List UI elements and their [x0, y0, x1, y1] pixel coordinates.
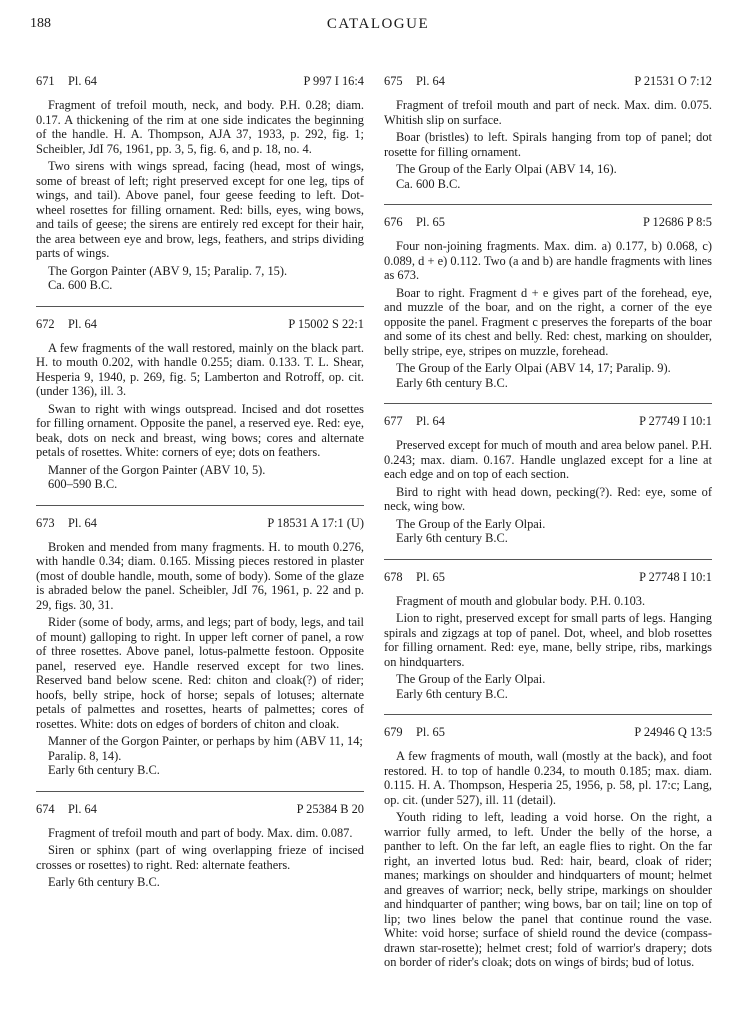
- entry-number: 674: [36, 801, 55, 816]
- entry-paragraph: Four non-joining fragments. Max. dim. a) 0.177, b) 0.068, c) 0.089, d + e) 0.112. Two (a and b) are handle fragments with lines as 673.: [384, 239, 712, 282]
- entry-paragraph: A few fragments of the wall restored, mainly on the black part. H. to mouth 0.202, with handle 0.255; diam. 0.133. T. L. Shear, Hesperia 9, 1940, p. 269, fig. 5; Lamberton and Rotroff, op. cit. (under 136), ill. 3.: [36, 340, 364, 398]
- entry-paragraph: Bird to right with head down, pecking(?). Red: eye, some of neck, wing bow.: [384, 484, 712, 513]
- entry-paragraph: Broken and mended from many fragments. H. to mouth 0.276, with handle 0.34; diam. 0.165. Missing pieces restored in plaster (most of double handle, mouth, some of body). Some of the glaze is abraded below the panel. Scheibler, JdI 76, 1961, p. 22 and p. 29, figs. 30, 31.: [36, 539, 364, 612]
- entry-divider: [36, 306, 364, 307]
- inventory-number: P 21531 O 7:12: [634, 74, 712, 88]
- entry-divider: [384, 403, 712, 404]
- entry-divider: [36, 791, 364, 792]
- catalogue-entry: [36, 74, 364, 293]
- entry-divider: [384, 559, 712, 560]
- plate-reference: Pl. 64: [68, 515, 97, 530]
- left-column: [36, 74, 364, 903]
- inventory-number: P 27749 I 10:1: [639, 414, 712, 428]
- page-header: [30, 16, 726, 38]
- entry-heading: [384, 570, 712, 585]
- inventory-number: P 27748 I 10:1: [639, 569, 712, 584]
- catalogue-entry: [384, 215, 712, 390]
- entry-date: Ca. 600 B.C.: [396, 176, 461, 191]
- entry-divider: [384, 204, 712, 205]
- entry-paragraph: Lion to right, preserved except for small parts of legs. Hanging spirals and zigzags at top of panel. Dot, wheel, and blob rosettes for filling ornament. Red: eye, mane, belly stripe, ribs, markings on hindquarters.: [384, 611, 712, 669]
- entry-paragraph: Fragment of trefoil mouth and part of neck. Max. dim. 0.075. Whitish slip on surface.: [384, 98, 712, 127]
- entry-date: Early 6th century B.C.: [396, 375, 508, 390]
- entry-heading: [384, 725, 712, 740]
- entry-paragraph: Siren or sphinx (part of wing overlapping frieze of incised crosses or rosettes) to right. Red: alternate feathers.: [36, 843, 364, 872]
- entry-attribution: The Group of the Early Olpai.: [396, 516, 546, 531]
- entry-heading: [384, 414, 712, 429]
- catalogue-entry: [384, 570, 712, 702]
- entry-date: Ca. 600 B.C.: [48, 278, 113, 292]
- entry-number: 678: [384, 569, 403, 584]
- entry-paragraph: Boar to right. Fragment d + e gives part of the forehead, eye, and muzzle of the boar, and on the right, a corner of the eye opposite the panel. Fragment c preserves the foreparts of the boar and some of its chest and belly. Red: chest, marking on shoulder, belly stripe, eye, stripes on muzzle, forehead.: [384, 285, 712, 358]
- catalogue-entry: [36, 516, 364, 778]
- entry-heading: [36, 802, 364, 817]
- inventory-number: P 12686 P 8:5: [643, 215, 712, 229]
- plate-reference: Pl. 65: [416, 569, 445, 584]
- plate-reference: Pl. 64: [68, 74, 97, 88]
- entry-number: 675: [384, 74, 403, 88]
- entry-number: 676: [384, 215, 403, 229]
- entry-number: 677: [384, 414, 403, 428]
- inventory-number: P 18531 A 17:1 (U): [267, 515, 364, 530]
- entry-number: 673: [36, 515, 55, 530]
- plate-reference: Pl. 64: [416, 74, 445, 88]
- plate-reference: Pl. 64: [68, 316, 97, 331]
- inventory-number: P 15002 S 22:1: [288, 316, 364, 331]
- entry-attribution: Manner of the Gorgon Painter (ABV 10, 5).: [48, 462, 266, 477]
- entry-paragraph: Swan to right with wings outspread. Incised and dot rosettes for filling ornament. Opposite the panel, a reserved eye. Red: eye, beak, dots on neck and breast, wing bows; cores and alternate petals of rosettes. White: corners of eye; dots on feathers.: [36, 401, 364, 459]
- entry-paragraph: Two sirens with wings spread, facing (head, most of wings, some of breast of left; right preserved except for one leg, tips of wings, and tail). Above panel, four geese feeding to left. Dot-wheel rosettes for filling ornament. Red: bills, eyes, wing bows, and tails of geese; the sirens are entirely red except for their hair, the area between eye and brow, legs, feathers, and strips dividing parts of wings.: [36, 159, 364, 260]
- right-column: [384, 74, 712, 983]
- page-number: 188: [30, 16, 51, 31]
- entry-attribution: The Group of the Early Olpai (ABV 14, 17; Paralip. 9).: [396, 361, 671, 375]
- entry-date: Early 6th century B.C.: [396, 531, 508, 545]
- catalogue-entry: [36, 802, 364, 890]
- entry-paragraph: A few fragments of mouth, wall (mostly at the back), and foot restored. H. to top of handle 0.234, to mouth 0.185; max. diam. 0.115. H. A. Thompson, Hesperia 25, 1956, p. 58, pl. 17:c; Lang, op. cit. (under 527), ill. 11 (detail).: [384, 749, 712, 807]
- plate-reference: Pl. 65: [416, 725, 445, 739]
- plate-reference: Pl. 65: [416, 215, 445, 229]
- running-title: CATALOGUE: [326, 16, 430, 32]
- catalogue-entry: [384, 74, 712, 191]
- entry-number: 671: [36, 74, 55, 88]
- entry-paragraph: Youth riding to left, leading a void horse. On the right, a warrior fully armed, to left. Under the belly of the horse, a panther to left. On the far left, an eagle flies to right. On the far right, an inverted lotus bud. Red: hair, beard, cloak of rider; manes; markings on shoulder and hindquarters of mount; helmet and greaves of warrior; neck, belly stripe, markings on shoulder and hindquarter of panther; wing bows, bar on tail; line on top of lip; two lines below the panel that continue round the vase. White: void horse; surface of shield round the device (compass-drawn star-rosette); helmet crest; fold of warrior's drapery; dots on border of rider's cloak; dots on wings of birds; bud of lotus.: [384, 810, 712, 969]
- entry-heading: [36, 74, 364, 89]
- entry-paragraph: Boar (bristles) to left. Spirals hanging from top of panel; dot rosette for filling ornament.: [384, 130, 712, 159]
- inventory-number: P 997 I 16:4: [303, 74, 364, 88]
- entry-attribution: The Group of the Early Olpai (ABV 14, 16).: [396, 162, 617, 176]
- entry-paragraph: Fragment of mouth and globular body. P.H. 0.103.: [396, 593, 646, 608]
- entry-heading: [36, 317, 364, 332]
- entry-divider: [384, 714, 712, 715]
- catalogue-entry: [384, 414, 712, 546]
- entry-paragraph: Fragment of trefoil mouth and part of body. Max. dim. 0.087.: [48, 825, 353, 840]
- entry-heading: [36, 516, 364, 531]
- entry-paragraph: Fragment of trefoil mouth, neck, and body. P.H. 0.28; diam. 0.17. A thickening of the rim at one side indicates the beginning of the handle. H. A. Thompson, AJA 37, 1933, p. 292, fig. 1; Scheibler, JdI 76, 1961, pp. 3, 5, fig. 6, and p. 18, no. 4.: [36, 98, 364, 156]
- entry-paragraph: Rider (some of body, arms, and legs; part of body, legs, and tail of mount) galloping to right. In upper left corner of panel, a row of three rosettes. Above panel, lotus-palmette festoon. Opposite panel, reserved eye. Handle reserved except for two lines. Reserved band below scene. Red: chiton and cloak(?) of rider; hoofs, belly stripe, hock of horse; sepals of lotuses; alternate petals of palmettes and rosettes, hearts of palmettes; cores of rosettes. White: dots on edges of borders of chiton and cloak.: [36, 615, 364, 731]
- entry-date: 600–590 B.C.: [48, 477, 118, 491]
- entry-date: Early 6th century B.C.: [48, 763, 160, 777]
- entry-heading: [384, 215, 712, 230]
- entry-number: 672: [36, 316, 55, 331]
- catalogue-entry: [384, 725, 712, 970]
- catalogue-entry: [36, 317, 364, 492]
- plate-reference: Pl. 64: [68, 801, 97, 816]
- entry-divider: [36, 505, 364, 506]
- inventory-number: P 24946 Q 13:5: [634, 725, 712, 739]
- entry-attribution: Manner of the Gorgon Painter, or perhaps by him (ABV 11, 14; Paralip. 8, 14).: [48, 734, 363, 763]
- entry-date: Early 6th century B.C.: [396, 686, 508, 701]
- entry-heading: [384, 74, 712, 89]
- entry-attribution: The Gorgon Painter (ABV 9, 15; Paralip. 7, 15).: [48, 263, 288, 278]
- plate-reference: Pl. 64: [416, 414, 445, 428]
- entry-attribution: The Group of the Early Olpai.: [396, 672, 546, 686]
- entry-date: Early 6th century B.C.: [48, 875, 160, 889]
- entry-number: 679: [384, 725, 403, 739]
- entry-paragraph: Preserved except for much of mouth and area below panel. P.H. 0.243; max. diam. 0.167. Handle unglazed except for a line at each edge and on top of each section.: [384, 438, 712, 481]
- inventory-number: P 25384 B 20: [296, 801, 364, 816]
